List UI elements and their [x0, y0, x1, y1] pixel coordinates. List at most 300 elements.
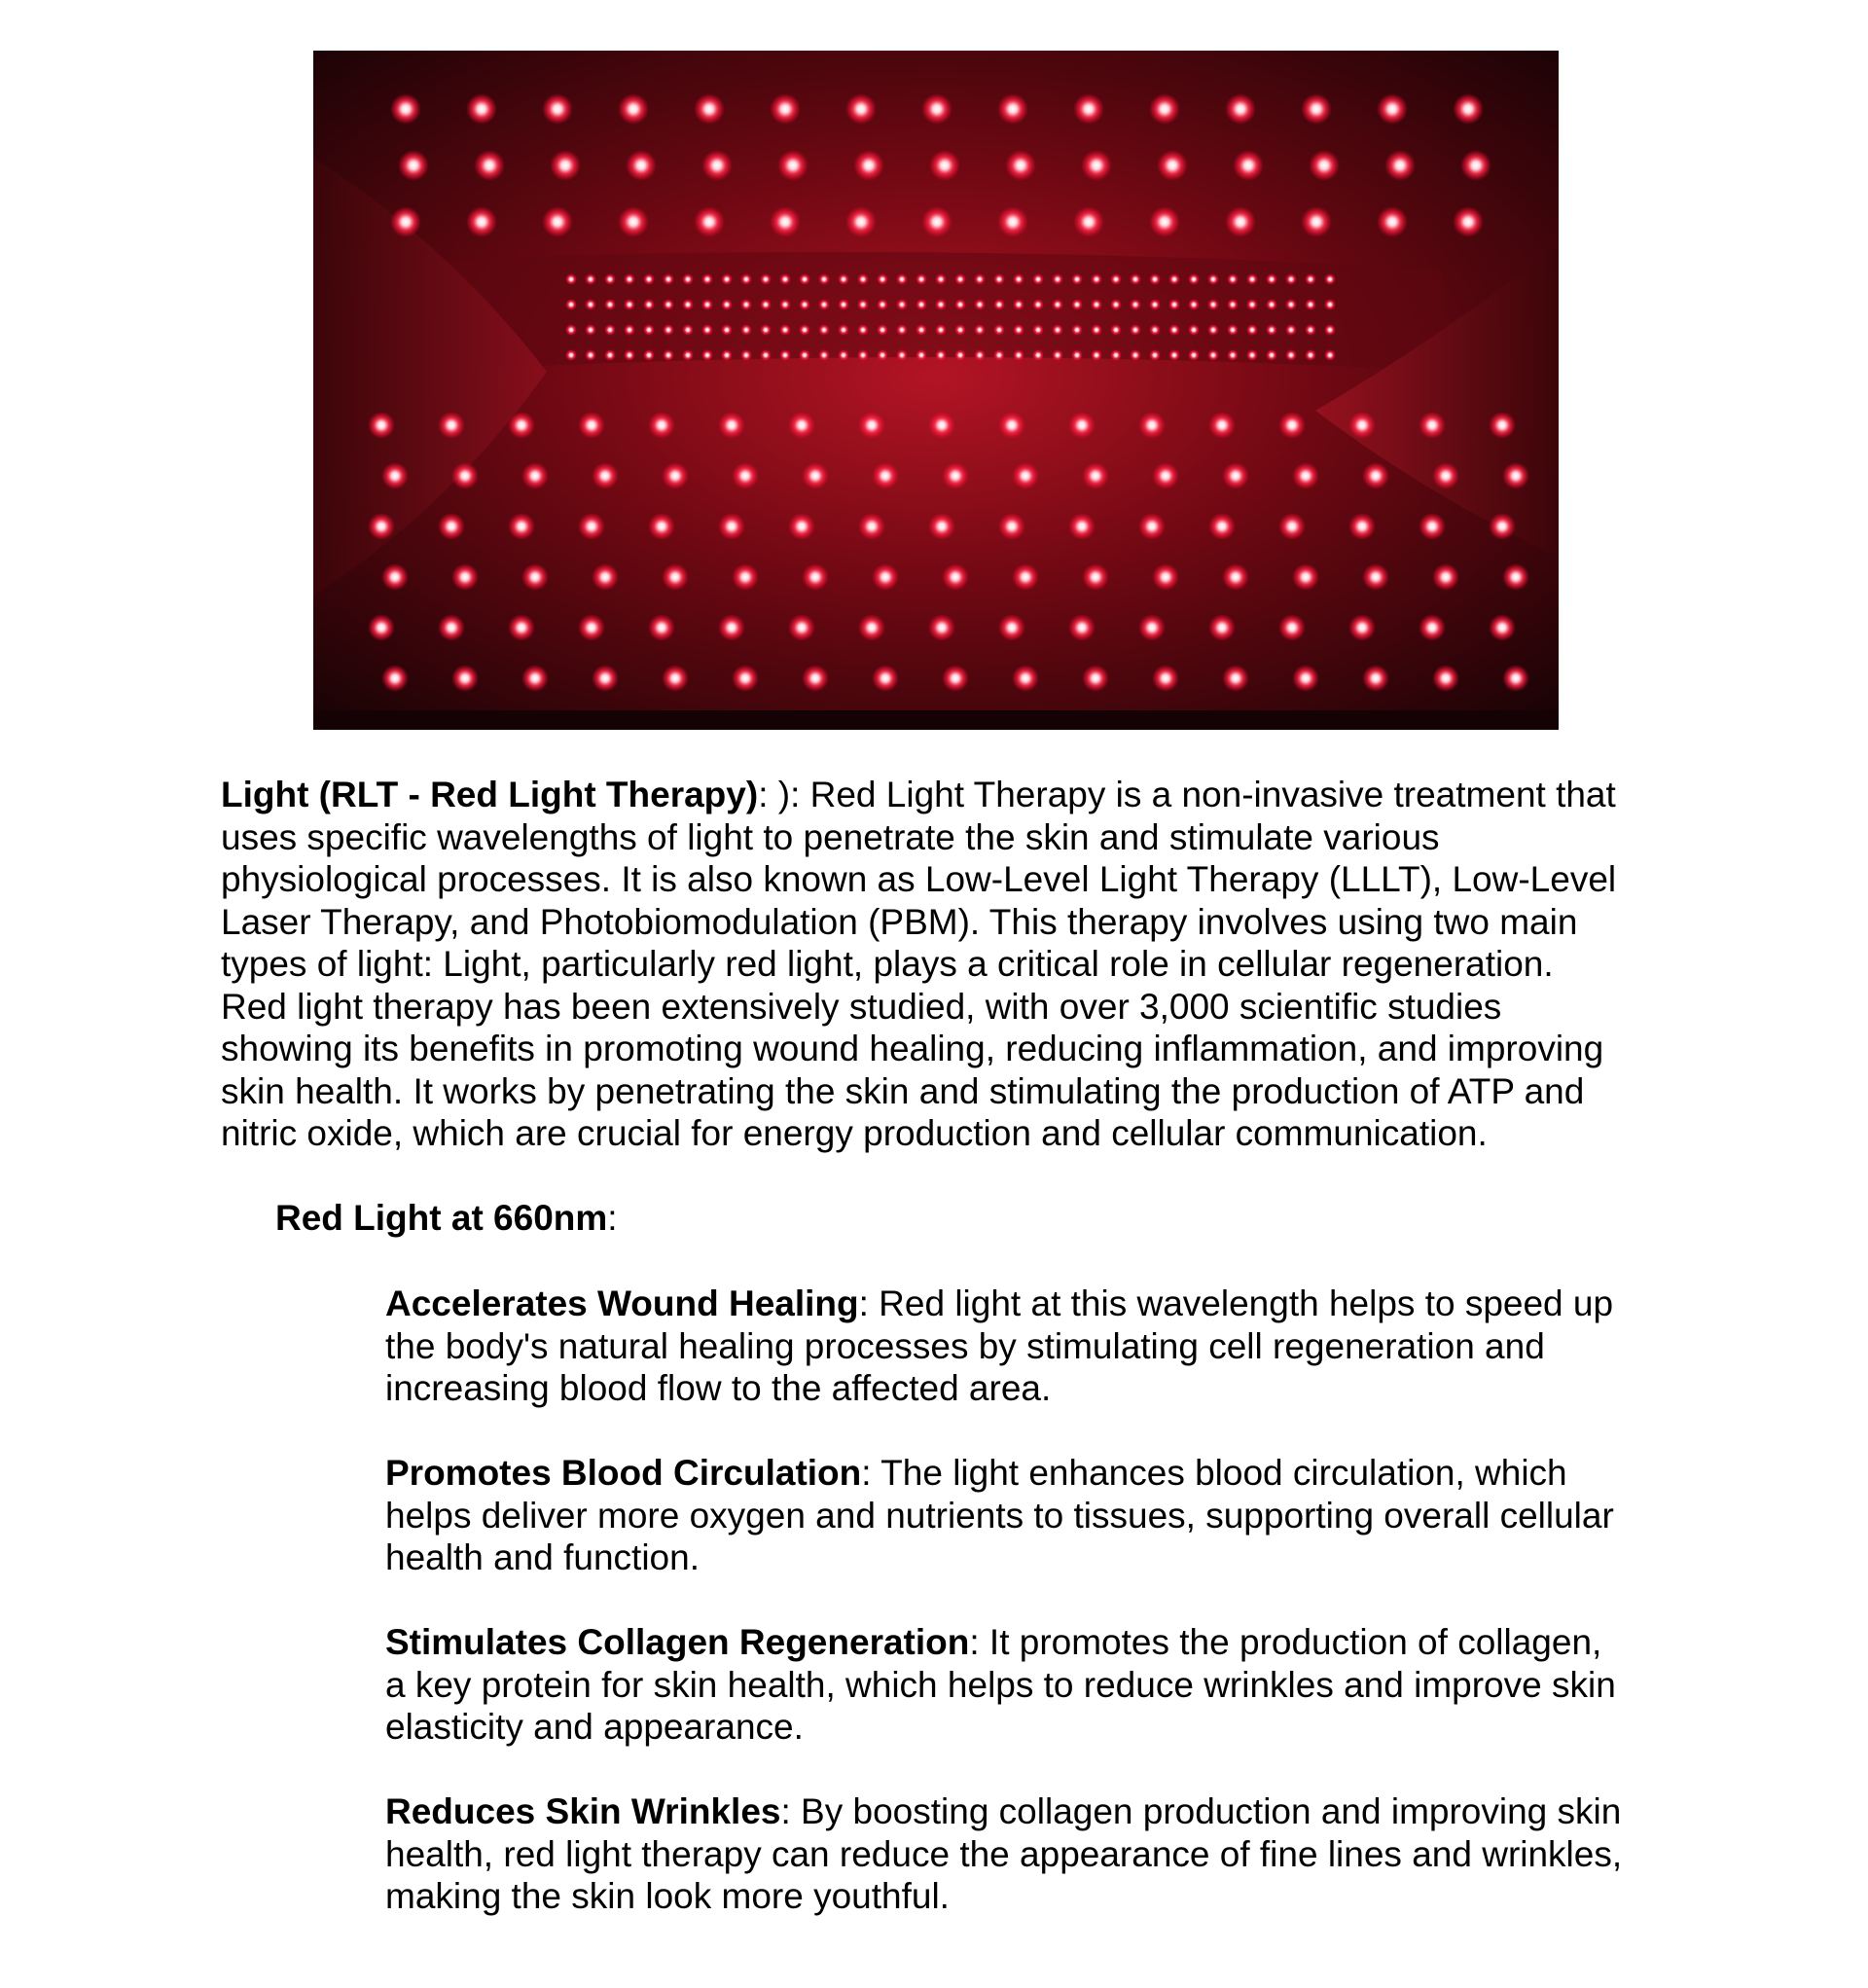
- intro-line-7: showing its benefits in promoting wound healing, reducing inflammation, and improving: [221, 1029, 1604, 1068]
- led-light: [858, 614, 885, 641]
- led-light: [802, 563, 829, 591]
- led-light: [1301, 93, 1332, 125]
- led-light: [1168, 273, 1180, 285]
- led-light: [1348, 412, 1376, 439]
- led-light: [1453, 93, 1484, 125]
- benefit-term: Accelerates Wound Healing: [385, 1283, 859, 1323]
- led-light: [838, 273, 849, 285]
- led-light: [1324, 349, 1336, 361]
- led-light: [1384, 150, 1416, 181]
- led-light: [585, 299, 596, 310]
- led-light: [1032, 324, 1044, 336]
- led-light: [779, 324, 791, 336]
- led-light: [799, 349, 810, 361]
- led-light: [1285, 349, 1297, 361]
- led-light: [626, 150, 657, 181]
- led-light: [760, 349, 772, 361]
- led-light: [438, 412, 465, 439]
- led-light: [1278, 412, 1306, 439]
- led-light: [1032, 299, 1044, 310]
- led-light: [1292, 462, 1319, 489]
- led-light: [760, 299, 772, 310]
- led-light: [1348, 614, 1376, 641]
- led-light: [857, 299, 869, 310]
- led-light: [508, 614, 535, 641]
- led-light: [1362, 665, 1389, 692]
- led-light: [592, 665, 619, 692]
- led-light: [1324, 273, 1336, 285]
- led-light: [770, 206, 801, 237]
- led-light: [935, 349, 947, 361]
- led-light: [935, 273, 947, 285]
- led-light: [701, 324, 713, 336]
- led-light: [592, 462, 619, 489]
- led-light: [896, 349, 908, 361]
- led-light: [732, 462, 759, 489]
- led-light: [1149, 324, 1161, 336]
- led-light: [788, 614, 815, 641]
- led-light: [1246, 349, 1258, 361]
- led-light: [1013, 273, 1024, 285]
- red-light-panel-photo: [313, 51, 1559, 730]
- led-light: [857, 273, 869, 285]
- led-light: [788, 412, 815, 439]
- led-light: [928, 513, 955, 540]
- intro-line-6: Red light therapy has been extensively studied, with over 3,000 scientific studies: [221, 986, 1502, 1027]
- led-light: [682, 349, 694, 361]
- led-light: [858, 412, 885, 439]
- led-light: [818, 349, 830, 361]
- led-light: [1032, 273, 1044, 285]
- benefit-item-collagen-regeneration: Stimulates Collagen Regeneration: It promotes the production of collagen, a key protein for skin health, which helps to reduce wrinkles and improve skin elasticity and appearance.: [385, 1622, 1616, 1747]
- led-light: [1266, 273, 1277, 285]
- led-light: [740, 324, 752, 336]
- led-light: [390, 206, 421, 237]
- led-light: [604, 273, 616, 285]
- led-light: [998, 412, 1025, 439]
- led-light: [1362, 563, 1389, 591]
- led-light: [1419, 513, 1446, 540]
- led-light: [1207, 273, 1219, 285]
- benefit-item-wound-healing: Accelerates Wound Healing: Red light at this wavelength helps to speed up the body's natural healing processes by stimulating cell regeneration and increasing blood flow to the affected area.: [385, 1283, 1614, 1408]
- led-light: [451, 665, 479, 692]
- led-light: [740, 299, 752, 310]
- led-light: [1013, 349, 1024, 361]
- led-light: [916, 324, 927, 336]
- led-light: [799, 299, 810, 310]
- intro-line-4: Laser Therapy, and Photobiomodulation (PBM). This therapy involves using two main: [221, 901, 1578, 942]
- led-light: [845, 93, 877, 125]
- led-light: [624, 273, 635, 285]
- led-light: [1110, 273, 1122, 285]
- led-light: [643, 324, 655, 336]
- intro-line-5: types of light: Light, particularly red light, plays a critical role in cellular regeneration.: [221, 944, 1554, 984]
- led-light: [550, 150, 581, 181]
- led-light: [916, 273, 927, 285]
- led-light: [1489, 614, 1516, 641]
- led-light: [1052, 324, 1063, 336]
- led-light: [592, 563, 619, 591]
- led-light: [1052, 349, 1063, 361]
- led-light: [1309, 150, 1340, 181]
- benefit-item-blood-circulation: Promotes Blood Circulation: The light enhances blood circulation, which helps deliver more oxygen and nutrients to tissues, supporting overall cellular health and function.: [385, 1453, 1614, 1577]
- led-light: [954, 273, 966, 285]
- led-light: [1305, 324, 1316, 336]
- intro-line-1: Light (RLT - Red Light Therapy): ): Red Light Therapy is a non-invasive treatment that: [221, 775, 1616, 814]
- led-light: [1052, 299, 1063, 310]
- led-light: [466, 206, 497, 237]
- led-light: [662, 665, 689, 692]
- led-light: [721, 273, 733, 285]
- led-light: [542, 206, 573, 237]
- led-light: [451, 563, 479, 591]
- led-light: [858, 513, 885, 540]
- led-light: [1071, 324, 1083, 336]
- led-light: [721, 299, 733, 310]
- led-light: [368, 513, 395, 540]
- led-light: [1188, 349, 1200, 361]
- led-light: [521, 665, 549, 692]
- led-light: [1419, 412, 1446, 439]
- led-light: [694, 206, 725, 237]
- led-light: [857, 349, 869, 361]
- led-light: [624, 349, 635, 361]
- led-light: [643, 349, 655, 361]
- led-light: [1091, 273, 1102, 285]
- led-light: [916, 349, 927, 361]
- led-light: [1068, 513, 1096, 540]
- led-light: [1489, 513, 1516, 540]
- led-light: [974, 273, 986, 285]
- led-light: [1489, 412, 1516, 439]
- led-light: [935, 299, 947, 310]
- led-light: [1208, 614, 1236, 641]
- led-light: [701, 349, 713, 361]
- led-light: [818, 299, 830, 310]
- led-light: [1152, 462, 1179, 489]
- led-light: [877, 299, 888, 310]
- led-light: [1324, 299, 1336, 310]
- led-light: [1110, 299, 1122, 310]
- led-light: [1157, 150, 1188, 181]
- led-light: [604, 299, 616, 310]
- led-light: [521, 462, 549, 489]
- led-light: [1207, 299, 1219, 310]
- led-light: [857, 324, 869, 336]
- led-light: [872, 462, 899, 489]
- led-light: [1502, 665, 1529, 692]
- led-light: [1138, 412, 1166, 439]
- led-light: [701, 273, 713, 285]
- led-light: [1227, 273, 1239, 285]
- led-light: [1149, 206, 1180, 237]
- led-light: [993, 299, 1005, 310]
- led-light: [1071, 349, 1083, 361]
- led-light: [1222, 563, 1249, 591]
- section-heading: Red Light at 660nm:: [275, 1198, 618, 1238]
- led-light: [624, 324, 635, 336]
- led-light: [1071, 273, 1083, 285]
- led-light: [585, 349, 596, 361]
- benefit-term: Promotes Blood Circulation: [385, 1453, 862, 1493]
- led-light: [1149, 273, 1161, 285]
- led-light: [1012, 462, 1039, 489]
- led-light: [997, 93, 1028, 125]
- led-light: [1188, 273, 1200, 285]
- led-light: [565, 299, 577, 310]
- led-light: [662, 462, 689, 489]
- led-light: [1305, 299, 1316, 310]
- led-light: [954, 324, 966, 336]
- led-light: [1246, 299, 1258, 310]
- led-light: [942, 462, 969, 489]
- led-light: [663, 273, 674, 285]
- led-light: [368, 614, 395, 641]
- led-light: [682, 299, 694, 310]
- led-light: [1188, 324, 1200, 336]
- led-light: [381, 563, 409, 591]
- led-light: [718, 513, 745, 540]
- led-light: [1013, 299, 1024, 310]
- led-light: [521, 563, 549, 591]
- led-light: [974, 324, 986, 336]
- led-light: [1071, 299, 1083, 310]
- intro-line-9: nitric oxide, which are crucial for energy production and cellular communication.: [221, 1113, 1488, 1153]
- benefit-item-skin-wrinkles: Reduces Skin Wrinkles: By boosting collagen production and improving skin health, red light therapy can reduce the appearance of fine lines and wrinkles, making the skin look more youthful.: [385, 1791, 1623, 1916]
- led-light: [398, 150, 429, 181]
- led-light: [1266, 349, 1277, 361]
- led-light: [942, 665, 969, 692]
- led-light: [1222, 665, 1249, 692]
- led-light: [1068, 412, 1096, 439]
- led-light: [1502, 563, 1529, 591]
- led-light: [474, 150, 505, 181]
- led-light: [663, 324, 674, 336]
- led-light: [1091, 324, 1102, 336]
- led-light: [1432, 563, 1459, 591]
- led-light: [643, 273, 655, 285]
- led-light: [1246, 273, 1258, 285]
- led-light: [1012, 563, 1039, 591]
- led-light: [1285, 324, 1297, 336]
- led-light: [508, 513, 535, 540]
- led-light: [1453, 206, 1484, 237]
- led-light: [618, 93, 649, 125]
- led-light: [1073, 93, 1104, 125]
- led-light: [1278, 614, 1306, 641]
- intro-line-2: uses specific wavelengths of light to penetrate the skin and stimulate various: [221, 816, 1440, 857]
- led-light: [942, 563, 969, 591]
- led-light: [770, 93, 801, 125]
- led-light: [1207, 324, 1219, 336]
- panel-bottom-edge: [313, 710, 1559, 730]
- led-light: [818, 273, 830, 285]
- led-light: [1377, 206, 1408, 237]
- led-light: [896, 324, 908, 336]
- led-light: [1460, 150, 1491, 181]
- led-light: [1377, 93, 1408, 125]
- led-light: [1032, 349, 1044, 361]
- led-light: [1149, 299, 1161, 310]
- led-light: [788, 513, 815, 540]
- led-light: [998, 513, 1025, 540]
- led-light: [779, 299, 791, 310]
- led-light: [1130, 299, 1141, 310]
- led-light: [877, 324, 888, 336]
- led-light: [585, 273, 596, 285]
- led-light: [662, 563, 689, 591]
- led-light: [390, 93, 421, 125]
- led-light: [1301, 206, 1332, 237]
- led-light: [740, 349, 752, 361]
- led-light: [682, 324, 694, 336]
- led-light: [1068, 614, 1096, 641]
- led-light: [1110, 324, 1122, 336]
- led-light: [1138, 614, 1166, 641]
- led-light: [1502, 462, 1529, 489]
- led-light: [802, 462, 829, 489]
- led-light: [604, 349, 616, 361]
- led-light: [1052, 273, 1063, 285]
- led-panel-illustration: [313, 51, 1559, 730]
- led-light: [565, 273, 577, 285]
- led-light: [1225, 93, 1256, 125]
- led-light: [877, 349, 888, 361]
- led-light: [643, 299, 655, 310]
- led-light: [718, 412, 745, 439]
- benefit-term: Stimulates Collagen Regeneration: [385, 1622, 970, 1662]
- led-light: [838, 324, 849, 336]
- led-light: [1227, 349, 1239, 361]
- intro-term: Light (RLT - Red Light Therapy): [221, 775, 759, 814]
- led-light: [1091, 349, 1102, 361]
- led-light: [799, 273, 810, 285]
- led-light: [1005, 150, 1036, 181]
- led-light: [1168, 324, 1180, 336]
- led-light: [718, 614, 745, 641]
- led-light: [896, 273, 908, 285]
- led-light: [998, 614, 1025, 641]
- led-light: [701, 299, 713, 310]
- led-light: [542, 93, 573, 125]
- led-light: [732, 563, 759, 591]
- led-light: [1152, 665, 1179, 692]
- led-light: [694, 93, 725, 125]
- led-light: [1207, 349, 1219, 361]
- led-light: [802, 665, 829, 692]
- led-light: [381, 462, 409, 489]
- led-light: [1130, 324, 1141, 336]
- led-light: [1362, 462, 1389, 489]
- led-light: [799, 324, 810, 336]
- led-light: [1246, 324, 1258, 336]
- led-light: [838, 299, 849, 310]
- led-light: [993, 349, 1005, 361]
- led-light: [1348, 513, 1376, 540]
- led-light: [1227, 324, 1239, 336]
- led-light: [1266, 299, 1277, 310]
- led-light: [1082, 462, 1109, 489]
- led-light: [451, 462, 479, 489]
- led-light: [921, 93, 952, 125]
- led-light: [1419, 614, 1446, 641]
- led-light: [1225, 206, 1256, 237]
- led-light: [777, 150, 808, 181]
- led-light: [1432, 665, 1459, 692]
- led-light: [818, 324, 830, 336]
- led-light: [1082, 563, 1109, 591]
- led-light: [845, 206, 877, 237]
- led-light: [779, 349, 791, 361]
- led-light: [578, 614, 605, 641]
- led-light: [618, 206, 649, 237]
- led-light: [1278, 513, 1306, 540]
- led-light: [368, 412, 395, 439]
- intro-paragraph: [221, 774, 1680, 1155]
- led-light: [1233, 150, 1264, 181]
- led-light: [1110, 349, 1122, 361]
- led-light: [381, 665, 409, 692]
- led-light: [1138, 513, 1166, 540]
- led-light: [872, 665, 899, 692]
- led-light: [1266, 324, 1277, 336]
- led-light: [721, 349, 733, 361]
- led-light: [993, 273, 1005, 285]
- led-light: [954, 349, 966, 361]
- led-light: [624, 299, 635, 310]
- led-light: [974, 349, 986, 361]
- led-light: [1208, 412, 1236, 439]
- led-light: [1130, 349, 1141, 361]
- led-light: [648, 513, 675, 540]
- led-light: [565, 349, 577, 361]
- led-light: [466, 93, 497, 125]
- led-light: [1130, 273, 1141, 285]
- section-heading-title: Red Light at 660nm: [275, 1198, 608, 1238]
- led-light: [1292, 563, 1319, 591]
- led-light: [1081, 150, 1112, 181]
- led-light: [1292, 665, 1319, 692]
- led-light: [1227, 299, 1239, 310]
- led-light: [565, 324, 577, 336]
- led-light: [1305, 349, 1316, 361]
- led-light: [916, 299, 927, 310]
- led-light: [438, 513, 465, 540]
- led-light: [974, 299, 986, 310]
- led-light: [1012, 665, 1039, 692]
- led-light: [438, 614, 465, 641]
- led-light: [1222, 462, 1249, 489]
- led-light: [604, 324, 616, 336]
- led-light: [935, 324, 947, 336]
- led-light: [732, 665, 759, 692]
- led-light: [648, 614, 675, 641]
- led-light: [1073, 206, 1104, 237]
- led-light: [760, 324, 772, 336]
- led-light: [928, 412, 955, 439]
- intro-line-3: physiological processes. It is also known as Low-Level Light Therapy (LLLT), Low-Level: [221, 859, 1617, 899]
- led-light: [993, 324, 1005, 336]
- led-light: [1149, 349, 1161, 361]
- led-light: [1149, 93, 1180, 125]
- led-light: [701, 150, 733, 181]
- led-light: [1208, 513, 1236, 540]
- led-light: [740, 273, 752, 285]
- led-light: [1091, 299, 1102, 310]
- led-light: [1013, 324, 1024, 336]
- led-light: [877, 273, 888, 285]
- led-light: [1168, 299, 1180, 310]
